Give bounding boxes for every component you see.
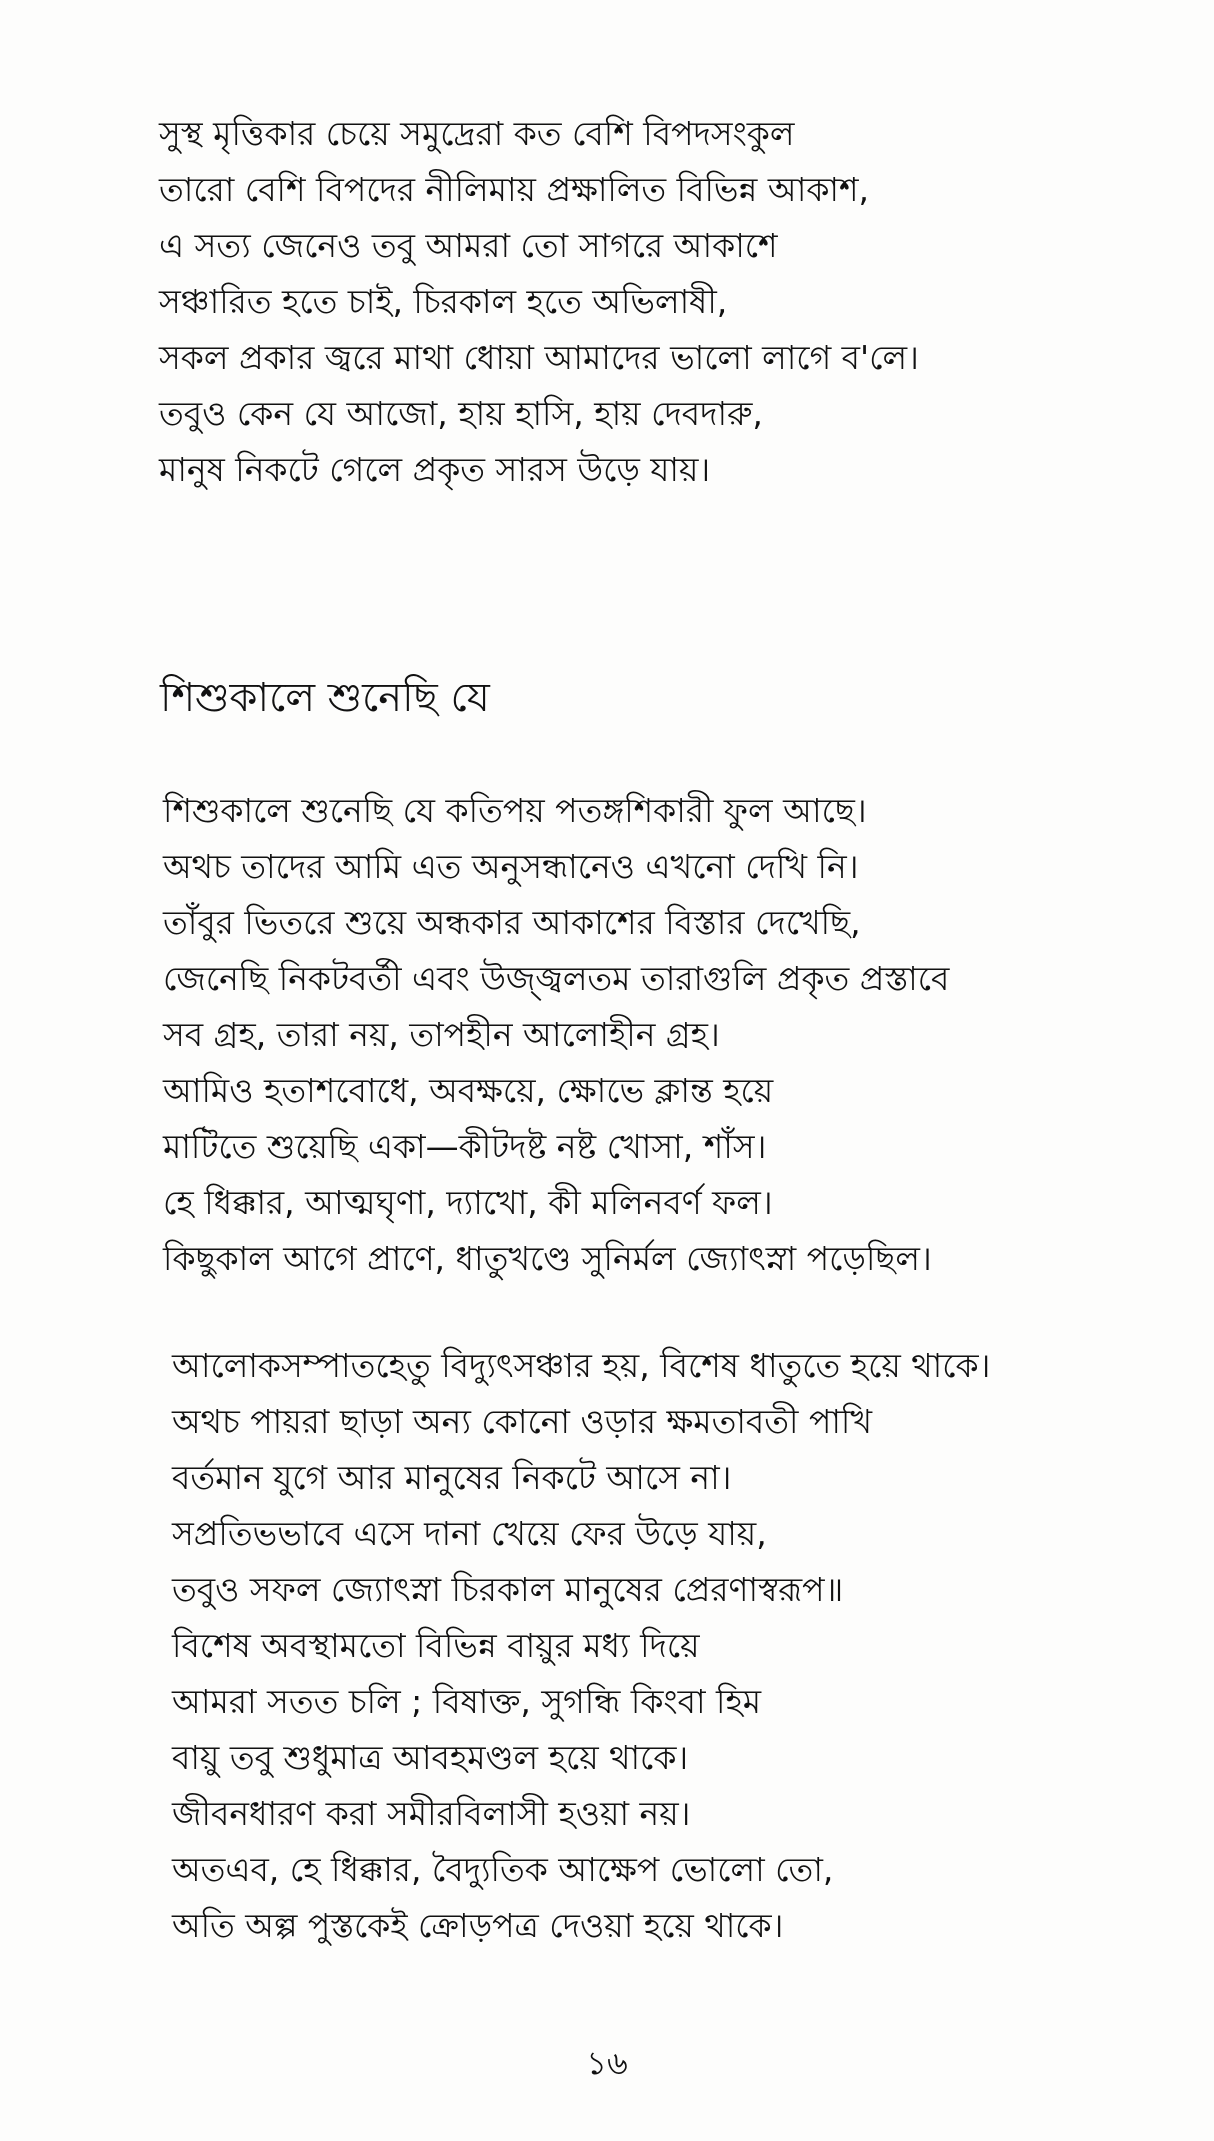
poem-line: সব গ্রহ, তারা নয়, তাপহীন আলোহীন গ্রহ। <box>163 1015 720 1054</box>
poem-line: অথচ তাদের আমি এত অনুসন্ধানেও এখনো দেখি নি। <box>163 847 859 886</box>
poem-line: তাঁবুর ভিতরে শুয়ে অন্ধকার আকাশের বিস্তার দেখেছি, <box>163 903 861 942</box>
poem-line: মাটিতে শুয়েছি একা—কীটদষ্ট নষ্ট খোসা, শাঁস। <box>163 1127 767 1166</box>
poem-line: জীবনধারণ করা সমীরবিলাসী হওয়া নয়। <box>172 1794 691 1833</box>
poem-line: বিশেষ অবস্থামতো বিভিন্ন বায়ুর মধ্য দিয়ে <box>172 1626 700 1665</box>
poem-line: এ সত্য জেনেও তবু আমরা তো সাগরে আকাশে <box>159 226 778 265</box>
poem-line: শিশুকালে শুনেছি যে কতিপয় পতঙ্গশিকারী ফুল আছে। <box>163 791 867 830</box>
page-number: ১৬ <box>586 2044 628 2082</box>
poem-line: অথচ পায়রা ছাড়া অন্য কোনো ওড়ার ক্ষমতাবতী পাখি <box>172 1402 873 1441</box>
poem-line: বর্তমান যুগে আর মানুষের নিকটে আসে না। <box>172 1458 732 1497</box>
poem-line: কিছুকাল আগে প্রাণে, ধাতুখণ্ডে সুনির্মল জ্যোৎস্না পড়েছিল। <box>163 1239 932 1278</box>
poem-line: তবুও সফল জ্যোৎস্না চিরকাল মানুষের প্রেরণাস্বরূপ॥ <box>172 1570 844 1609</box>
poem-line: আমরা সতত চলি ; বিষাক্ত, সুগন্ধি কিংবা হিম <box>172 1682 762 1721</box>
poem-line: সুস্থ মৃত্তিকার চেয়ে সমুদ্রেরা কত বেশি বিপদসংকুল <box>159 114 795 153</box>
poem-line: তারো বেশি বিপদের নীলিমায় প্রক্ষালিত বিভিন্ন আকাশ, <box>159 170 869 209</box>
poem-line: আলোকসম্পাতহেতু বিদ্যুৎসঞ্চার হয়, বিশেষ ধাতুতে হয়ে থাকে। <box>172 1346 991 1385</box>
poem-line: সকল প্রকার জ্বরে মাথা ধোয়া আমাদের ভালো লাগে ব'লে। <box>159 338 919 377</box>
poem-line: তবুও কেন যে আজো, হায় হাসি, হায় দেবদারু, <box>159 394 763 433</box>
poem-line: সপ্রতিভভাবে এসে দানা খেয়ে ফের উড়ে যায়, <box>172 1514 767 1553</box>
poem-line: বায়ু তবু শুধুমাত্র আবহমণ্ডল হয়ে থাকে। <box>172 1738 689 1777</box>
poem-line: জেনেছি নিকটবর্তী এবং উজ্জ্বলতম তারাগুলি প্রকৃত প্রস্তাবে <box>163 959 950 998</box>
poem-line: অতএব, হে ধিক্কার, বৈদ্যুতিক আক্ষেপ ভোলো তো, <box>172 1850 834 1889</box>
stanza-previous-poem-end <box>159 106 919 498</box>
poem-line: মানুষ নিকটে গেলে প্রকৃত সারস উড়ে যায়। <box>159 450 711 489</box>
stanza-2 <box>172 1338 990 1954</box>
poem-line: হে ধিক্কার, আত্মঘৃণা, দ্যাখো, কী মলিনবর্ণ ফল। <box>163 1183 773 1222</box>
poem-title: শিশুকালে শুনেছি যে <box>160 675 490 721</box>
stanza-1 <box>163 783 949 1287</box>
poem-line: সঞ্চারিত হতে চাই, চিরকাল হতে অভিলাষী, <box>159 282 728 321</box>
poem-line: আমিও হতাশবোধে, অবক্ষয়ে, ক্ষোভে ক্লান্ত হয়ে <box>163 1071 774 1110</box>
poem-line: অতি অল্প পুস্তকেই ক্রোড়পত্র দেওয়া হয়ে থাকে। <box>172 1906 784 1945</box>
